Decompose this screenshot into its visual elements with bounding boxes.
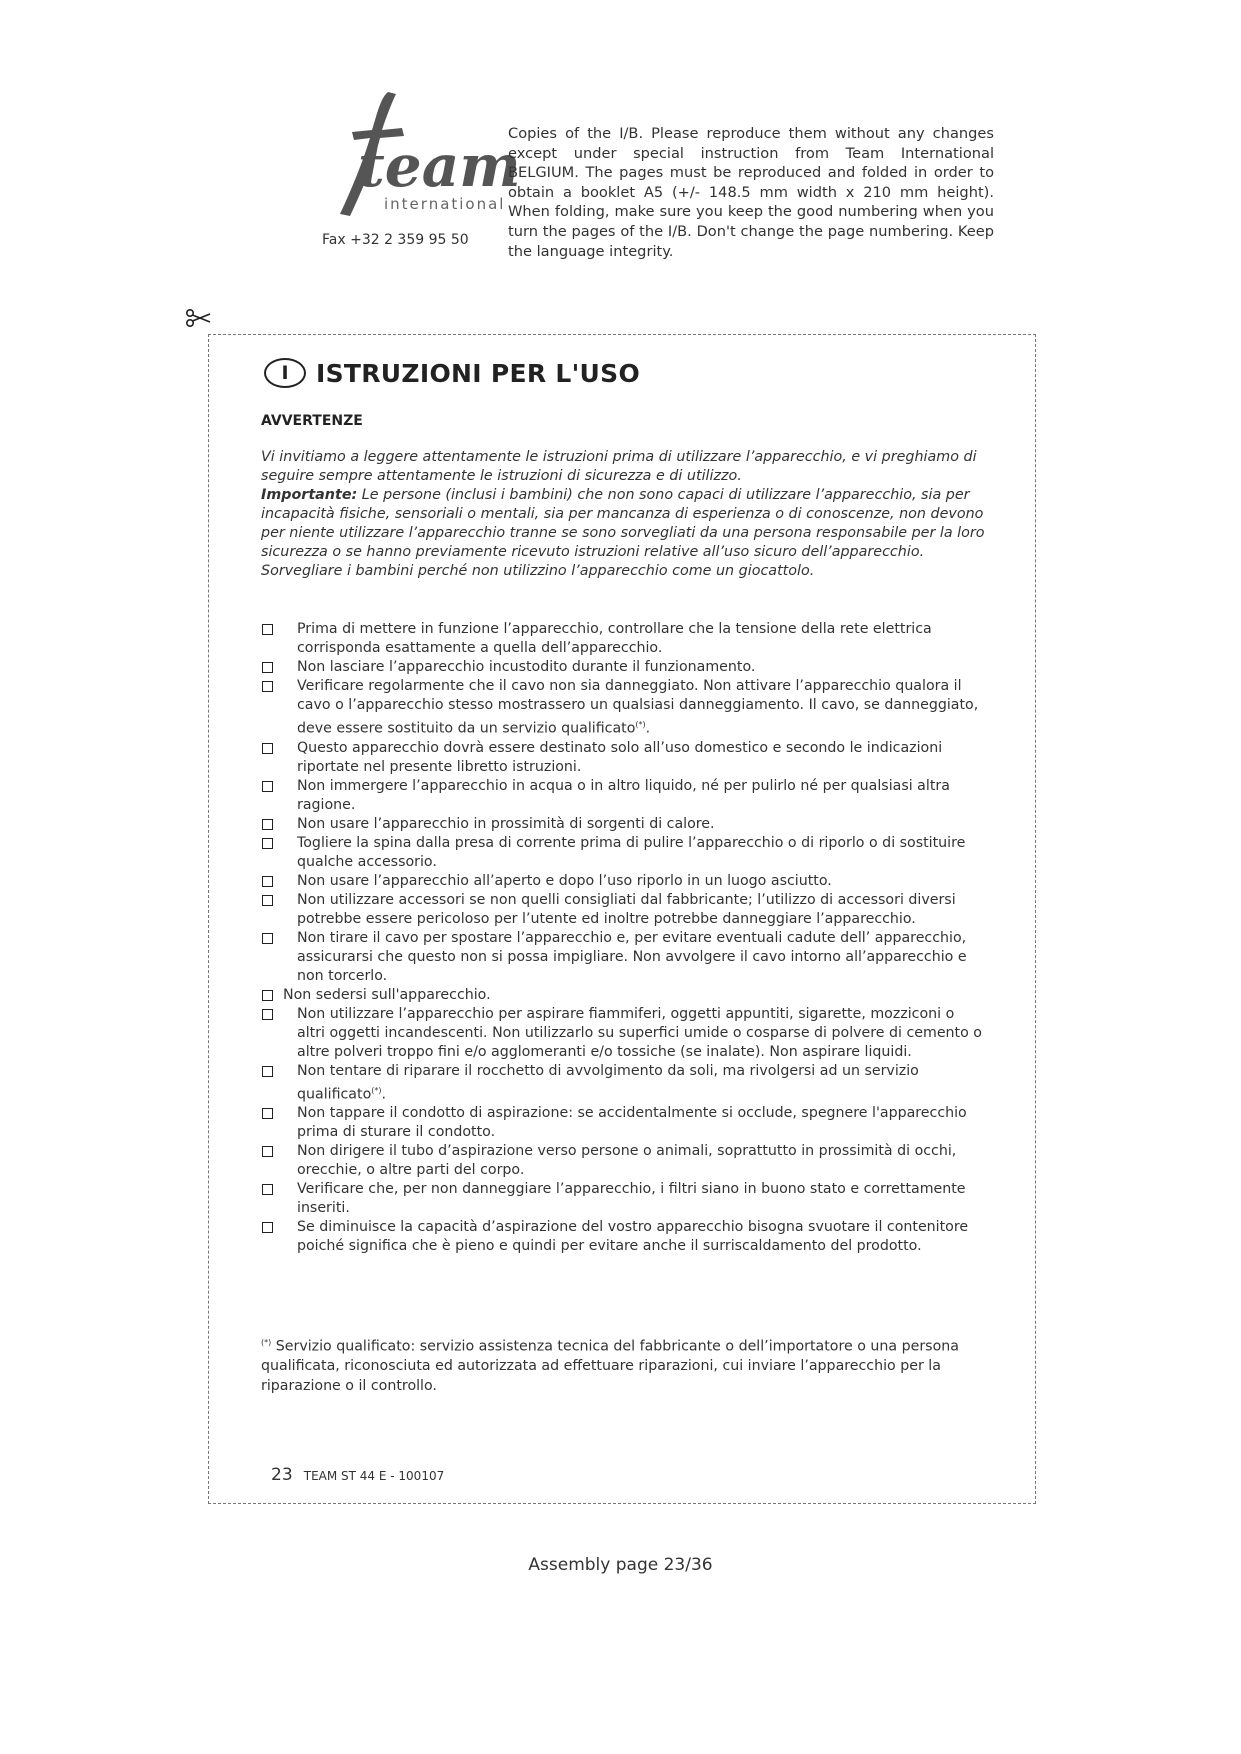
page-heading	[264, 355, 640, 391]
list-item	[261, 872, 986, 891]
important-text: Le persone (inclusi i bambini) che non sono capaci di utilizzare l’apparecchio, sia per incapacità fisiche, sensoriali o mentali, sia per mancanza di esperienza o di conoscenze, non devono per niente utilizzare l’apparecchio tranne se sono sorvegliati da una persona responsabile per la loro sicurezza o se hanno previamente ricevuto istruzioni relative all’uso sicuro dell’apparecchio.	[261, 487, 985, 560]
intro-paragraph: Vi invitiamo a leggere attentamente le istruzioni prima di utilizzare l’apparecchio, e vi preghiamo di seguire sempre attentamente le istruzioni di sicurezza e di utilizzo.	[261, 449, 977, 484]
list-item	[261, 929, 986, 986]
checkbox-square-icon	[262, 990, 273, 1001]
important-label: Importante:	[261, 487, 358, 503]
important-paragraph	[261, 486, 986, 562]
checkbox-square-icon	[262, 743, 273, 754]
fax-number: Fax +32 2 359 95 50	[322, 232, 469, 248]
assembly-page-label: Assembly page 23/36	[528, 1555, 713, 1575]
list-item-text: Se diminuisce la capacità d’aspirazione del vostro apparecchio bisogna svuotare il contenitore poiché significa che è pieno e quindi per evitare anche il surriscaldamento del prodotto.	[297, 1219, 969, 1255]
page-number: 23	[271, 1465, 293, 1485]
checkbox-square-icon	[262, 933, 273, 944]
list-item	[261, 834, 986, 872]
list-item-text: Non tappare il condotto di aspirazione: se accidentalmente si occlude, spegnere l'apparecchio prima di sturare il condotto.	[297, 1105, 967, 1141]
checkbox-square-icon	[262, 1222, 273, 1233]
team-logo	[318, 88, 521, 224]
list-item-text: Non sedersi sull'apparecchio.	[283, 986, 491, 1003]
list-item	[261, 677, 986, 739]
model-code: TEAM ST 44 E - 100107	[303, 1469, 445, 1483]
checkbox-square-icon	[262, 1066, 273, 1077]
list-item	[261, 1180, 986, 1218]
list-item	[261, 986, 986, 1005]
footnote-ref: (*)	[371, 1085, 382, 1095]
checkbox-square-icon	[262, 819, 273, 830]
footnote-text: Servizio qualificato: servizio assistenza tecnica del fabbricante o dell’importatore o una persona qualificata, riconosciuta ed autorizzata ad effettuare riparazioni, cui inviare l’apparecchio per la riparazione o il controllo.	[261, 1338, 959, 1394]
footnote-mark: (*)	[261, 1338, 272, 1347]
list-item	[261, 739, 986, 777]
logo-text: team	[358, 132, 521, 200]
list-item	[261, 1005, 986, 1062]
list-item	[261, 620, 986, 658]
language-badge: I	[264, 358, 306, 388]
children-paragraph: Sorvegliare i bambini perché non utilizzino l’apparecchio come un giocattolo.	[261, 563, 815, 579]
list-item-text: Non utilizzare l’apparecchio per aspirare fiammiferi, oggetti appuntiti, sigarette, mozziconi o altri oggetti incandescenti. Non utilizzarlo su superfici umide o cosparse di polvere di cemento o altre polveri troppo fini e/o agglomeranti e/o tossiche (se inalate). Non aspirare liquidi.	[297, 1005, 982, 1060]
list-item-text: Non tentare di riparare il rocchetto di avvolgimento da soli, ma rivolgersi ad un servizio qualificato	[297, 1062, 919, 1103]
checkbox-square-icon	[262, 1009, 273, 1020]
checkbox-square-icon	[262, 1146, 273, 1157]
copies-instruction: Copies of the I/B. Please reproduce them without any changes except under special instruction from Team International BELGIUM. The pages must be reproduced and folded in order to obtain a booklet A5 (+/- 148.5 mm width x 210 mm height). When folding, make sure you keep the good numbering when you turn the pages of the I/B. Don't change the page numbering. Keep the language integrity.	[508, 125, 994, 260]
checkbox-square-icon	[262, 624, 273, 635]
list-item	[261, 1218, 986, 1256]
list-item-text: Non usare l’apparecchio all’aperto e dopo l’uso riporlo in un luogo asciutto.	[297, 872, 832, 889]
logo-subtext: international	[384, 195, 506, 213]
checkbox-square-icon	[262, 895, 273, 906]
intro-text	[261, 448, 986, 581]
list-item	[261, 891, 986, 929]
list-item	[261, 658, 986, 677]
warnings-list	[261, 620, 986, 1256]
sentence-end: .	[645, 720, 651, 737]
checkbox-square-icon	[262, 1184, 273, 1195]
list-item	[261, 777, 986, 815]
section-title: AVVERTENZE	[261, 413, 363, 429]
scissors-icon	[184, 308, 212, 330]
list-item-text: Togliere la spina dalla presa di corrente prima di pulire l’apparecchio o di riporlo o di sostituire qualche accessorio.	[297, 834, 966, 870]
list-item-text: Verificare che, per non danneggiare l’apparecchio, i filtri siano in buono stato e correttamente inseriti.	[297, 1181, 966, 1217]
checkbox-square-icon	[262, 681, 273, 692]
list-item-text: Non dirigere il tubo d’aspirazione verso persone o animali, soprattutto in prossimità di occhi, orecchie, o altre parti del corpo.	[297, 1143, 957, 1179]
footnote-ref: (*)	[635, 720, 646, 729]
list-item-text: Non lasciare l’apparecchio incustodito durante il funzionamento.	[297, 659, 756, 675]
list-item-text: Prima di mettere in funzione l’apparecchio, controllare che la tensione della rete elettrica corrisponda esattamente a quella dell’apparecchio.	[297, 621, 932, 656]
list-item-text: Non usare l’apparecchio in prossimità di sorgenti di calore.	[297, 815, 715, 832]
list-item-text: Non immergere l’apparecchio in acqua o in altro liquido, né per pulirlo né per qualsiasi altra ragione.	[297, 777, 950, 813]
checkbox-square-icon	[262, 838, 273, 849]
list-item-text: Questo apparecchio dovrà essere destinato solo all’uso domestico e secondo le indicazioni riportate nel presente libretto istruzioni.	[297, 739, 943, 775]
booklet-page	[208, 334, 1036, 1504]
list-item-text: Verificare regolarmente che il cavo non sia danneggiato. Non attivare l’apparecchio qualora il cavo o l’apparecchio stesso mostrassero un qualsiasi danneggiamento. Il cavo, se danneggiato, deve essere sostituito da un servizio qualificato	[297, 678, 979, 737]
list-item	[261, 815, 986, 834]
list-item-text: Non utilizzare accessori se non quelli consigliati dal fabbricante; l’utilizzo di accessori diversi potrebbe essere pericoloso per l’utente ed inoltre potrebbe danneggiare l’apparecchio.	[297, 891, 956, 927]
sentence-end: .	[381, 1086, 387, 1103]
page-footer	[271, 1465, 444, 1485]
checkbox-square-icon	[262, 1108, 273, 1119]
page-title: ISTRUZIONI PER L'USO	[316, 358, 641, 388]
list-item-text: Non tirare il cavo per spostare l’apparecchio e, per evitare eventuali cadute dell’ apparecchio, assicurarsi che questo non si possa impigliare. Non avvolgere il cavo intorno all’apparecchio e non torcerlo.	[297, 929, 967, 984]
checkbox-square-icon	[262, 876, 273, 887]
checkbox-square-icon	[262, 781, 273, 792]
checkbox-square-icon	[262, 662, 273, 673]
list-item	[261, 1062, 986, 1105]
footnote	[261, 1333, 986, 1396]
list-item	[261, 1142, 986, 1180]
list-item	[261, 1104, 986, 1142]
